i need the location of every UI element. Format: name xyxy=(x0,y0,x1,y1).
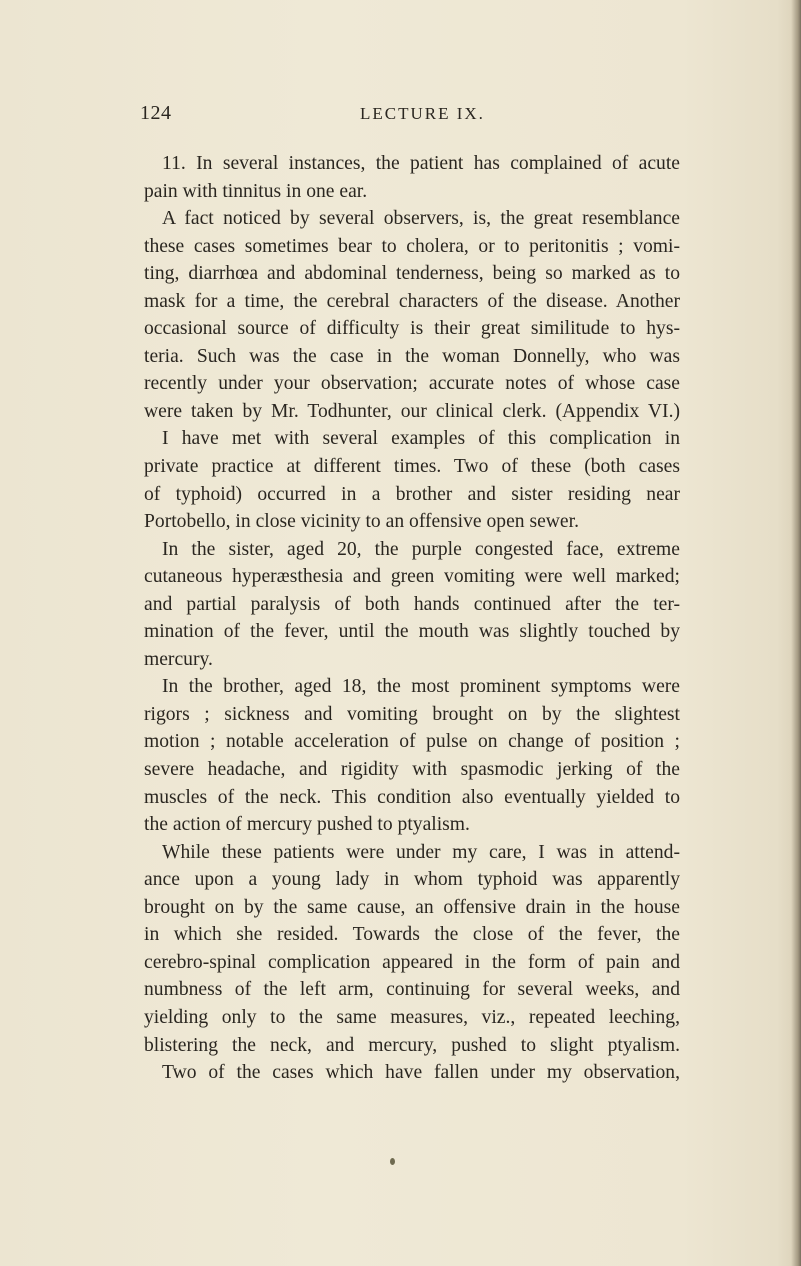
text-line: 11. In several instances, the patient has complained of acute xyxy=(162,153,680,174)
text-line: Portobello, in close vicinity to an offensive open sewer. xyxy=(144,511,579,533)
ink-speck xyxy=(390,1158,395,1165)
text-line: blistering the neck, and mercury, pushed to slight ptyalism. xyxy=(144,1034,680,1056)
text-line: cerebro-spinal complication appeared in the form of pain and xyxy=(144,951,680,973)
text-line: ance upon a young lady in whom typhoid was apparently xyxy=(144,869,680,891)
body-text xyxy=(144,150,680,1087)
text-line: cutaneous hyperæsthesia and green vomiting were well marked; xyxy=(144,566,680,588)
text-line: mination of the fever, until the mouth was slightly touched by xyxy=(144,621,680,643)
text-line: muscles of the neck. This condition also eventually yielded to xyxy=(144,786,680,808)
text-line: ting, diarrhœa and abdominal tenderness, being so marked as to xyxy=(144,263,680,285)
page-number: 124 xyxy=(140,102,172,124)
text-line: occasional source of difficulty is their great similitude to hys- xyxy=(144,318,680,340)
text-line: in which she resided. Towards the close of the fever, the xyxy=(144,924,680,946)
text-line: Two of the cases which have fallen under my observation, xyxy=(162,1062,680,1084)
text-line: yielding only to the same measures, viz., repeated leeching, xyxy=(144,1006,680,1028)
text-line: were taken by Mr. Todhunter, our clinical clerk. (Appendix VI.) xyxy=(144,400,680,422)
text-line: recently under your observation; accurate notes of whose case xyxy=(144,373,680,395)
text-line: pain with tinnitus in one ear. xyxy=(144,180,368,202)
text-line: motion ; notable acceleration of pulse on change of position ; xyxy=(144,731,680,753)
text-line: teria. Such was the case in the woman Donnelly, who was xyxy=(144,345,680,367)
text-line: these cases sometimes bear to cholera, or to peritonitis ; vomi- xyxy=(144,235,680,257)
text-line: brought on by the same cause, an offensive drain in the house xyxy=(144,896,680,918)
text-line: of typhoid) occurred in a brother and sister residing near xyxy=(144,483,680,505)
text-line: mask for a time, the cerebral characters of the disease. Another xyxy=(144,290,680,312)
text-line: A fact noticed by several observers, is, the great resemblance xyxy=(162,208,680,230)
text-line: rigors ; sickness and vomiting brought on by the slightest xyxy=(144,703,680,725)
text-line: While these patients were under my care, I was in attend- xyxy=(162,841,680,863)
text-line: In the sister, aged 20, the purple congested face, extreme xyxy=(162,538,680,560)
text-line: severe headache, and rigidity with spasmodic jerking of the xyxy=(144,759,680,781)
text-line: mercury. xyxy=(144,648,213,670)
text-line: private practice at different times. Two of these (both cases xyxy=(144,456,680,478)
page-edge-shadow xyxy=(791,0,801,1266)
text-line: the action of mercury pushed to ptyalism. xyxy=(144,814,470,836)
text-line: In the brother, aged 18, the most prominent symptoms were xyxy=(162,676,680,698)
running-head: LECTURE IX. xyxy=(360,104,485,123)
text-line: and partial paralysis of both hands continued after the ter- xyxy=(144,593,680,615)
text-line: I have met with several examples of this complication in xyxy=(162,428,680,450)
text-line: numbness of the left arm, continuing for several weeks, and xyxy=(144,979,680,1001)
